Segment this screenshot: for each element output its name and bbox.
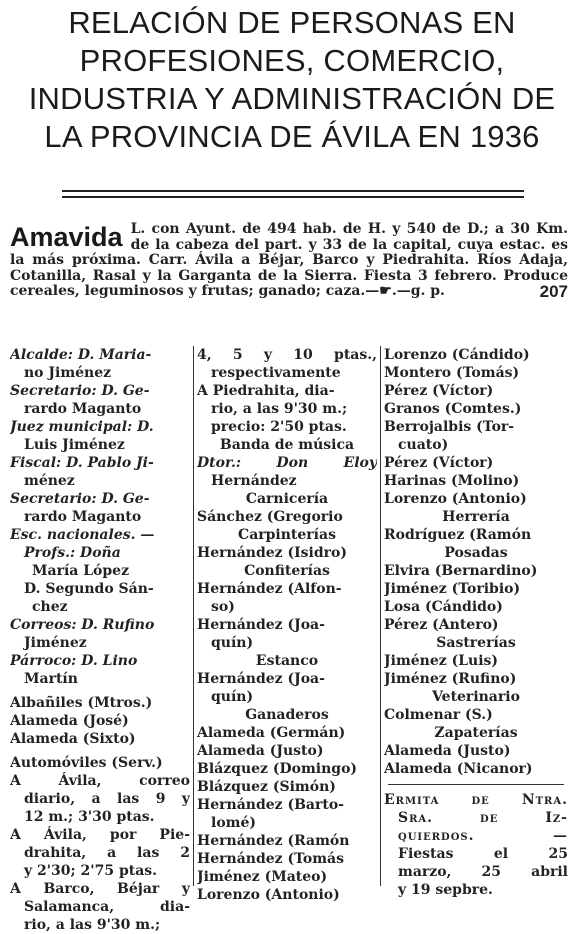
text-line: Elvira (Bernardino) (384, 563, 538, 579)
text-line: Lorenzo (Antonio) (197, 887, 340, 903)
text-line: Sra. de Iz- (398, 810, 568, 826)
text-line: Pérez (Víctor) (384, 455, 494, 471)
town-entry-intro (10, 222, 568, 300)
text-line: A Barco, Béjar y (10, 881, 190, 897)
text-line: Alcalde: D. Maria- (10, 347, 152, 363)
text-line: drahita, a las 2 (24, 845, 190, 861)
text-line: Jiménez (Luis) (384, 653, 499, 669)
directory-column-3 (384, 346, 568, 899)
directory-column-1 (10, 346, 190, 934)
section-heading: Zapaterías (434, 725, 518, 741)
text-line: Montero (Tomás) (384, 365, 520, 381)
text-line: Jiménez (Mateo) (197, 869, 328, 885)
text-line: diario, a las 9 y (24, 791, 190, 807)
column-divider-1 (193, 346, 194, 886)
text-line: Profs.: Doña (24, 545, 121, 561)
text-line: ménez (24, 473, 75, 489)
text-line: Hernández (Joa- (197, 671, 325, 687)
text-line: Ermita de Ntra. (384, 792, 568, 808)
text-line: respectivamente (211, 365, 341, 381)
section-heading: Herrería (442, 509, 510, 525)
text-line: Correos: D. Rufino (10, 617, 155, 633)
section-heading: Ganaderos (245, 707, 329, 723)
text-line: Blázquez (Simón) (197, 779, 336, 795)
text-line: A Ávila, correo (10, 773, 190, 789)
text-line: y 2'30; 2'75 ptas. (24, 863, 158, 879)
text-line: Lorenzo (Antonio) (384, 491, 527, 507)
text-line: Hernández (Joa- (197, 617, 325, 633)
text-line: chez (32, 599, 68, 615)
section-heading: Carpinterías (238, 527, 336, 543)
text-line: Hernández (Alfon- (197, 581, 342, 597)
text-line: Luis Jiménez (24, 437, 125, 453)
text-line: Jiménez (Rufino) (384, 671, 517, 687)
column-divider-2 (380, 346, 381, 886)
text-line: A Piedrahita, dia- (197, 383, 335, 399)
section-heading: Carnicería (245, 491, 329, 507)
text-line: Dtor.: Don Eloy (197, 455, 377, 471)
document-title (0, 4, 584, 156)
town-description: L. con Ayunt. de 494 hab. de H. y 540 de D.; a 30 Km. de la cabeza del part. y 33 de la capital, cuya estac. es la más próxima. Carr. Ávila a Béjar, Barco y Piedrahita. Ríos Adaja, Cotanilla, Rasal y la Garganta de la Sierra. Fiesta 3 febrero. Produce cereales, leguminosos y frutas; ganado; caza.—☛.—g. p. (10, 221, 568, 299)
text-line: Fiscal: D. Pablo Ji- (10, 455, 154, 471)
text-line: Hernández (Barto- (197, 797, 344, 813)
text-line: Hernández (211, 473, 297, 489)
text-line: Albañiles (Mtros.) (10, 695, 153, 711)
text-line: quín) (211, 689, 254, 705)
section-heading: Confiterías (244, 563, 330, 579)
text-line: Martín (24, 671, 78, 687)
text-line: y 19 sepbre. (398, 882, 493, 898)
text-line: Alameda (José) (10, 713, 129, 729)
text-line: Berrojalbis (Tor- (384, 419, 515, 435)
text-line: Alameda (Germán) (197, 725, 346, 741)
section-heading: Sastrerías (436, 635, 516, 651)
title-line-2: PROFESIONES, COMERCIO, (79, 43, 505, 78)
text-line: 4, 5 y 10 ptas., (197, 347, 377, 363)
text-line: Losa (Cándido) (384, 599, 503, 615)
text-line: Pérez (Víctor) (384, 383, 494, 399)
directory-column-2 (197, 346, 377, 904)
text-line: Sánchez (Gregorio (197, 509, 343, 525)
text-line: Alameda (Sixto) (10, 731, 136, 747)
text-line: precio: 2'50 ptas. (211, 419, 347, 435)
section-heading: Posadas (444, 545, 508, 561)
text-line: rio, a las 9'30 m.; (211, 401, 348, 417)
text-line: Harinas (Molino) (384, 473, 520, 489)
text-line: Alameda (Justo) (384, 743, 511, 759)
text-line: Hernández (Tomás (197, 851, 344, 867)
section-heading: Banda de música (219, 437, 355, 453)
section-heading: Estanco (255, 653, 319, 669)
divider-rule-bottom (62, 196, 524, 198)
title-line-4: LA PROVINCIA DE ÁVILA EN 1936 (44, 119, 540, 154)
text-line: rio, a las 9'30 m.; (24, 917, 161, 933)
town-name: Amavida (10, 222, 123, 252)
text-line: Lorenzo (Cándido) (384, 347, 530, 363)
text-line: cuato) (398, 437, 449, 453)
text-line: Alameda (Nicanor) (384, 761, 533, 777)
page-number: 207 (539, 282, 568, 301)
divider-rule-top (62, 190, 524, 192)
text-line: Juez municipal: D. (10, 419, 154, 435)
text-line: rardo Maganto (24, 509, 142, 525)
section-heading: Veterinario (432, 689, 520, 705)
text-line: Hernández (Ramón (197, 833, 350, 849)
title-line-1: RELACIÓN DE PERSONAS EN (68, 5, 516, 40)
text-line: Automóviles (Serv.) (10, 755, 163, 771)
title-line-3: INDUSTRIA Y ADMINISTRACIÓN DE (28, 81, 556, 116)
text-line: rardo Maganto (24, 401, 142, 417)
text-line: Colmenar (S.) (384, 707, 493, 723)
text-line: Hernández (Isidro) (197, 545, 347, 561)
text-line: Pérez (Antero) (384, 617, 499, 633)
text-line: Esc. nacionales. — (10, 527, 155, 543)
text-line: so) (211, 599, 235, 615)
text-line: Secretario: D. Ge- (10, 491, 150, 507)
text-line: Rodríguez (Ramón (384, 527, 532, 543)
text-line: Secretario: D. Ge- (10, 383, 150, 399)
text-line: Salamanca, dia- (24, 899, 190, 915)
text-line: María López (32, 563, 130, 579)
section-separator (388, 784, 564, 785)
text-line: Blázquez (Domingo) (197, 761, 358, 777)
text-line: quierdos. — (398, 828, 568, 844)
text-line: no Jiménez (24, 365, 112, 381)
text-line: Jiménez (Toribio) (384, 581, 521, 597)
text-line: 12 m.; 3'30 ptas. (24, 809, 155, 825)
text-line: lomé) (211, 815, 257, 831)
text-line: quín) (211, 635, 254, 651)
text-line: marzo, 25 abril (398, 864, 568, 880)
text-line: Alameda (Justo) (197, 743, 324, 759)
text-line: A Ávila, por Pie- (10, 827, 190, 843)
text-line: Fiestas el 25 (398, 846, 568, 862)
text-line: Párroco: D. Lino (10, 653, 138, 669)
text-line: Jiménez (24, 635, 87, 651)
text-line: Granos (Comtes.) (384, 401, 522, 417)
text-line: D. Segundo Sán- (24, 581, 154, 597)
